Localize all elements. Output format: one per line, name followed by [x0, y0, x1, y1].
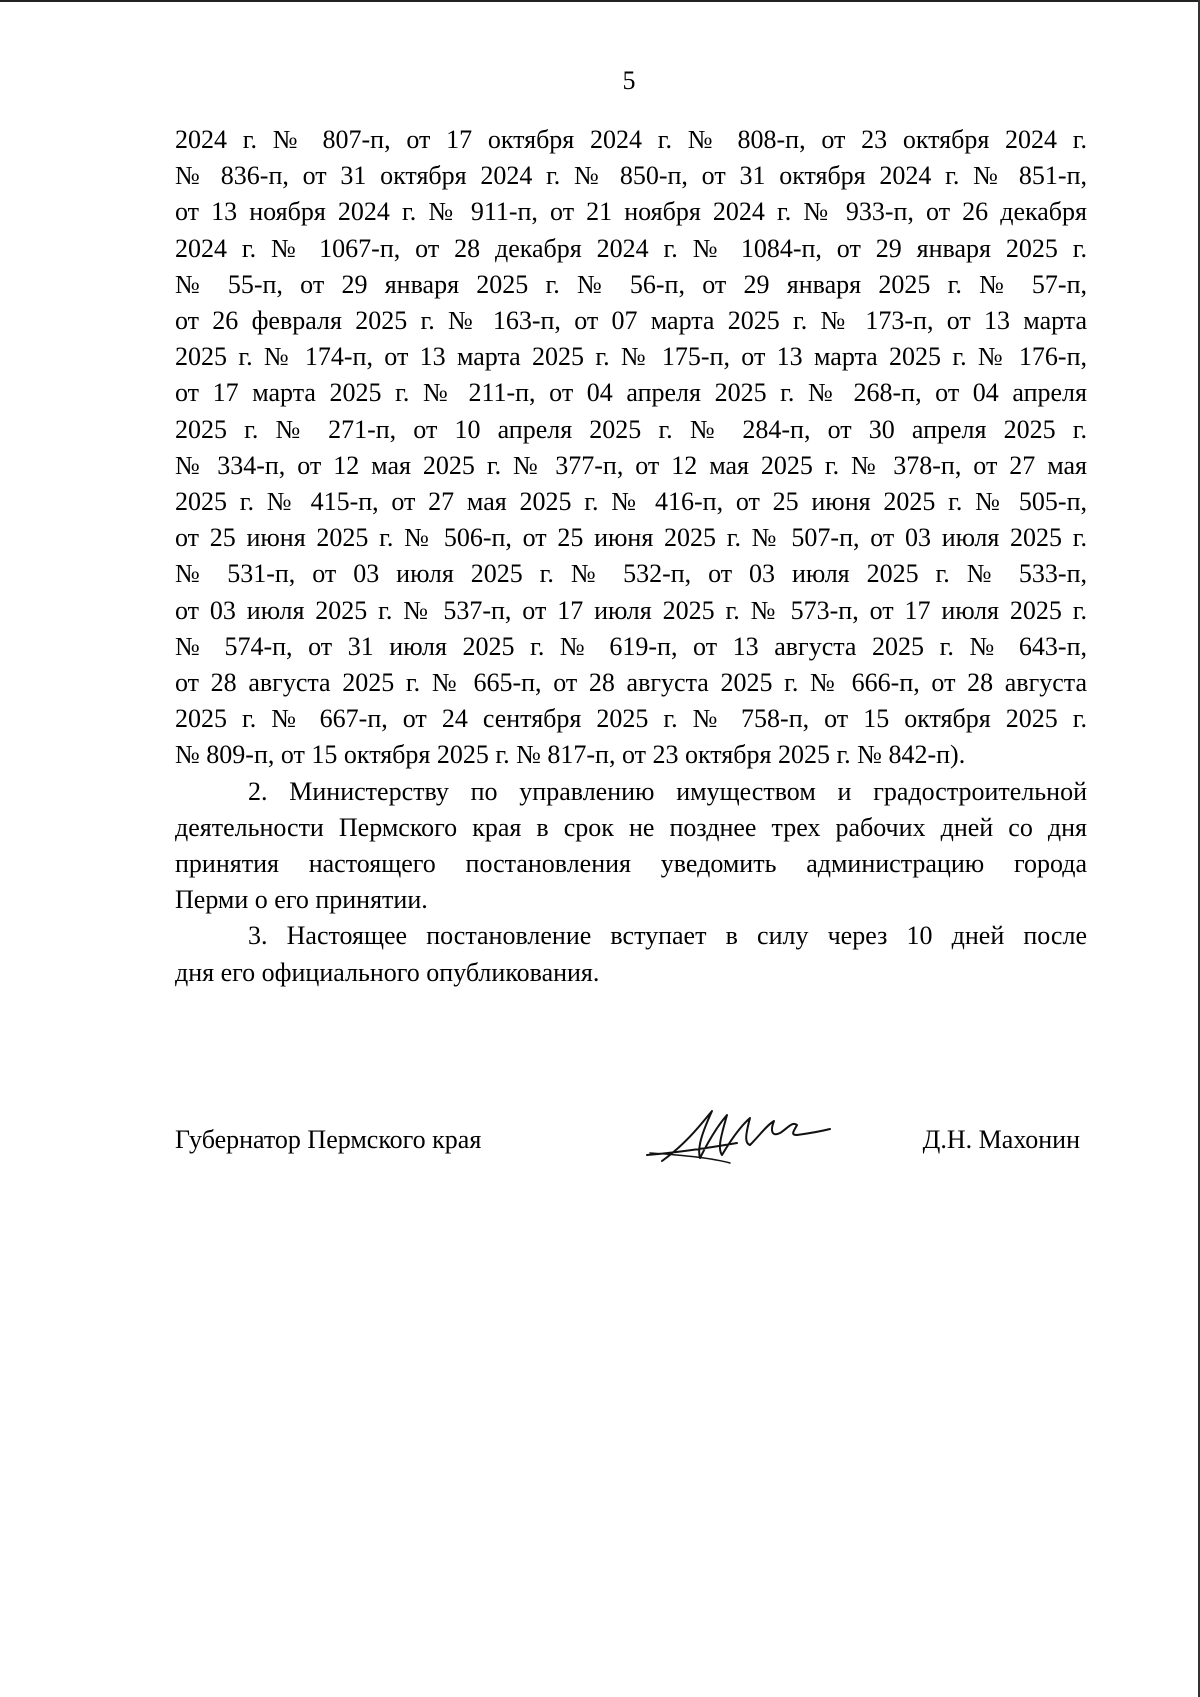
signer-title: Губернатор Пермского края	[175, 1125, 482, 1154]
signature-block	[175, 1125, 1080, 1195]
handwritten-signature	[642, 1103, 832, 1173]
body-line: 2025 г. № 271-п, от 10 апреля 2025 г. № 284-п, от 30 апреля 2025 г.	[175, 414, 1087, 444]
paragraph-3-line: дня его официального опубликования.	[175, 957, 600, 987]
body-line: от 17 марта 2025 г. № 211-п, от 04 апреля 2025 г. № 268-п, от 04 апреля	[175, 378, 1087, 408]
body-line: № 574-п, от 31 июля 2025 г. № 619-п, от 13 августа 2025 г. № 643-п,	[175, 631, 1087, 661]
document-body	[175, 122, 1087, 991]
body-line: № 55-п, от 29 января 2025 г. № 56-п, от 29 января 2025 г. № 57-п,	[175, 269, 1087, 299]
paragraph-2-line: принятия настоящего постановления уведомить администрацию города	[175, 849, 1087, 879]
paragraph-2-line: Перми о его принятии.	[175, 885, 428, 915]
body-line: от 25 июня 2025 г. № 506-п, от 25 июня 2025 г. № 507-п, от 03 июля 2025 г.	[175, 523, 1087, 553]
body-line: 2025 г. № 415-п, от 27 мая 2025 г. № 416-п, от 25 июня 2025 г. № 505-п,	[175, 487, 1087, 517]
paragraph-2-line: деятельности Пермского края в срок не позднее трех рабочих дней со дня	[175, 812, 1087, 842]
page-top-edge	[0, 0, 1200, 2]
body-line: от 28 августа 2025 г. № 665-п, от 28 августа 2025 г. № 666-п, от 28 августа	[175, 668, 1087, 698]
body-line: от 13 ноября 2024 г. № 911-п, от 21 ноября 2024 г. № 933-п, от 26 декабря	[175, 197, 1087, 227]
paragraph-2-line: 2. Министерству по управлению имуществом и градостроительной	[248, 776, 1087, 806]
body-line: 2025 г. № 174-п, от 13 марта 2025 г. № 175-п, от 13 марта 2025 г. № 176-п,	[175, 342, 1087, 372]
body-line: № 531-п, от 03 июля 2025 г. № 532-п, от 03 июля 2025 г. № 533-п,	[175, 559, 1087, 589]
body-line: № 836-п, от 31 октября 2024 г. № 850-п, от 31 октября 2024 г. № 851-п,	[175, 161, 1087, 191]
paragraph-3-line: 3. Настоящее постановление вступает в силу через 10 дней после	[248, 921, 1087, 951]
body-line: от 03 июля 2025 г. № 537-п, от 17 июля 2025 г. № 573-п, от 17 июля 2025 г.	[175, 595, 1087, 625]
body-line: от 26 февраля 2025 г. № 163-п, от 07 марта 2025 г. № 173-п, от 13 марта	[175, 306, 1087, 336]
body-line: № 809-п, от 15 октября 2025 г. № 817-п, от 23 октября 2025 г. № 842-п).	[175, 740, 966, 770]
signer-name: Д.Н. Махонин	[922, 1125, 1080, 1154]
body-line: 2024 г. № 1067-п, от 28 декабря 2024 г. № 1084-п, от 29 января 2025 г.	[175, 233, 1087, 263]
body-line: 2025 г. № 667-п, от 24 сентября 2025 г. № 758-п, от 15 октября 2025 г.	[175, 704, 1087, 734]
page-number: 5	[622, 66, 636, 95]
body-line: 2024 г. № 807-п, от 17 октября 2024 г. № 808-п, от 23 октября 2024 г.	[175, 125, 1087, 154]
body-line: № 334-п, от 12 мая 2025 г. № 377-п, от 12 мая 2025 г. № 378-п, от 27 мая	[175, 450, 1087, 480]
